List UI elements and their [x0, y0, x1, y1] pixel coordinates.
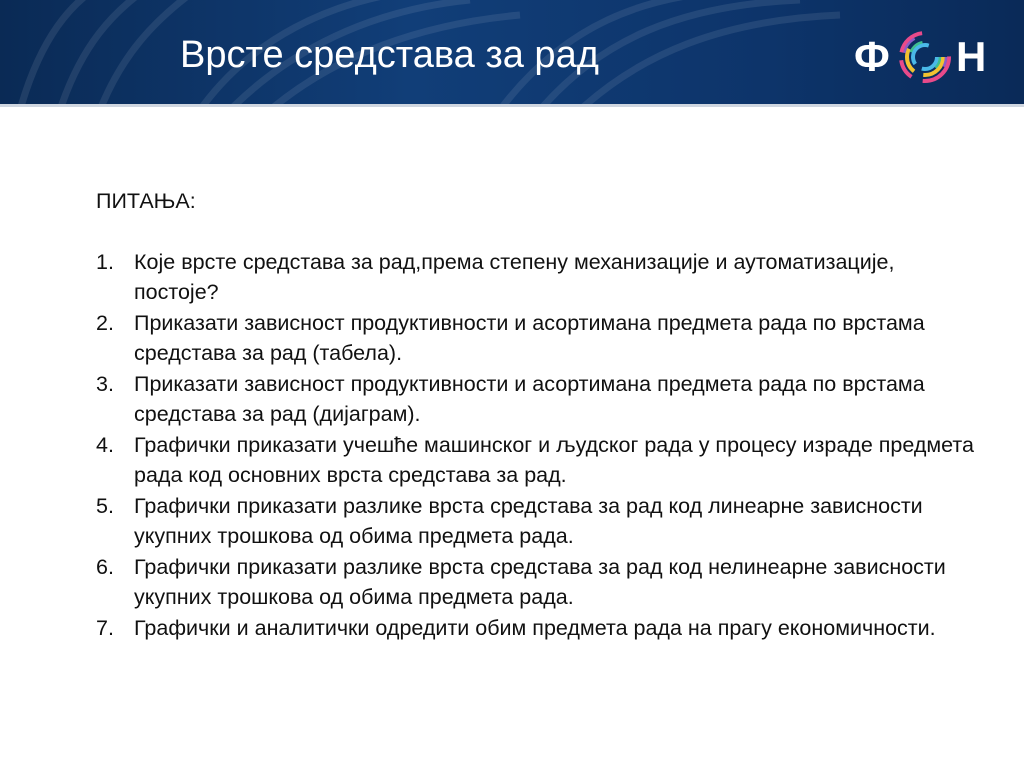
- list-item-number: 2.: [96, 310, 114, 335]
- list-item-number: 3.: [96, 371, 114, 396]
- list-item-text: Приказати зависност продуктивности и асортимана предмета рада по врстама средстава за рад (дијаграм).: [134, 371, 925, 426]
- list-item: [96, 613, 976, 644]
- list-item: [96, 430, 976, 491]
- list-item-number: 1.: [96, 249, 114, 274]
- list-item-text: Приказати зависност продуктивности и асортимана предмета рада по врстама средстава за рад (табела).: [134, 310, 925, 365]
- fon-logo-ring-icon: [898, 30, 952, 84]
- list-item: [96, 552, 976, 613]
- list-item-text: Графички и аналитички одредити обим предмета рада на прагу економичности.: [134, 615, 936, 640]
- header-divider: [0, 104, 1024, 107]
- list-item: [96, 491, 976, 552]
- list-item: [96, 369, 976, 430]
- slide-content: [96, 186, 976, 643]
- slide-header: [0, 0, 1024, 104]
- slide-title: Врсте средстава за рад: [180, 34, 599, 76]
- questions-heading: ПИТАЊА:: [96, 189, 196, 213]
- logo-letter-f: Ф: [854, 33, 890, 80]
- fon-logo: [852, 30, 994, 86]
- list-item: [96, 308, 976, 369]
- list-item-text: Графички приказати разлике врста средстава за рад код нелинеарне зависности укупних трошкова од обима предмета рада.: [134, 554, 946, 609]
- list-item-text: Графички приказати учешће машинског и људског рада у процесу израде предмета рада код основних врста средстава за рад.: [134, 432, 974, 487]
- list-item-text: Које врсте средстава за рад,према степену механизације и аутоматизације, постоје?: [134, 249, 895, 304]
- list-item: [96, 247, 976, 308]
- list-item-text: Графички приказати разлике врста средстава за рад код линеарне зависности укупних трошкова од обима предмета рада.: [134, 493, 923, 548]
- list-item-number: 4.: [96, 432, 114, 457]
- list-item-number: 5.: [96, 493, 114, 518]
- list-item-number: 7.: [96, 615, 114, 640]
- list-item-number: 6.: [96, 554, 114, 579]
- logo-letter-n: Н: [956, 33, 987, 80]
- questions-list: [96, 247, 976, 644]
